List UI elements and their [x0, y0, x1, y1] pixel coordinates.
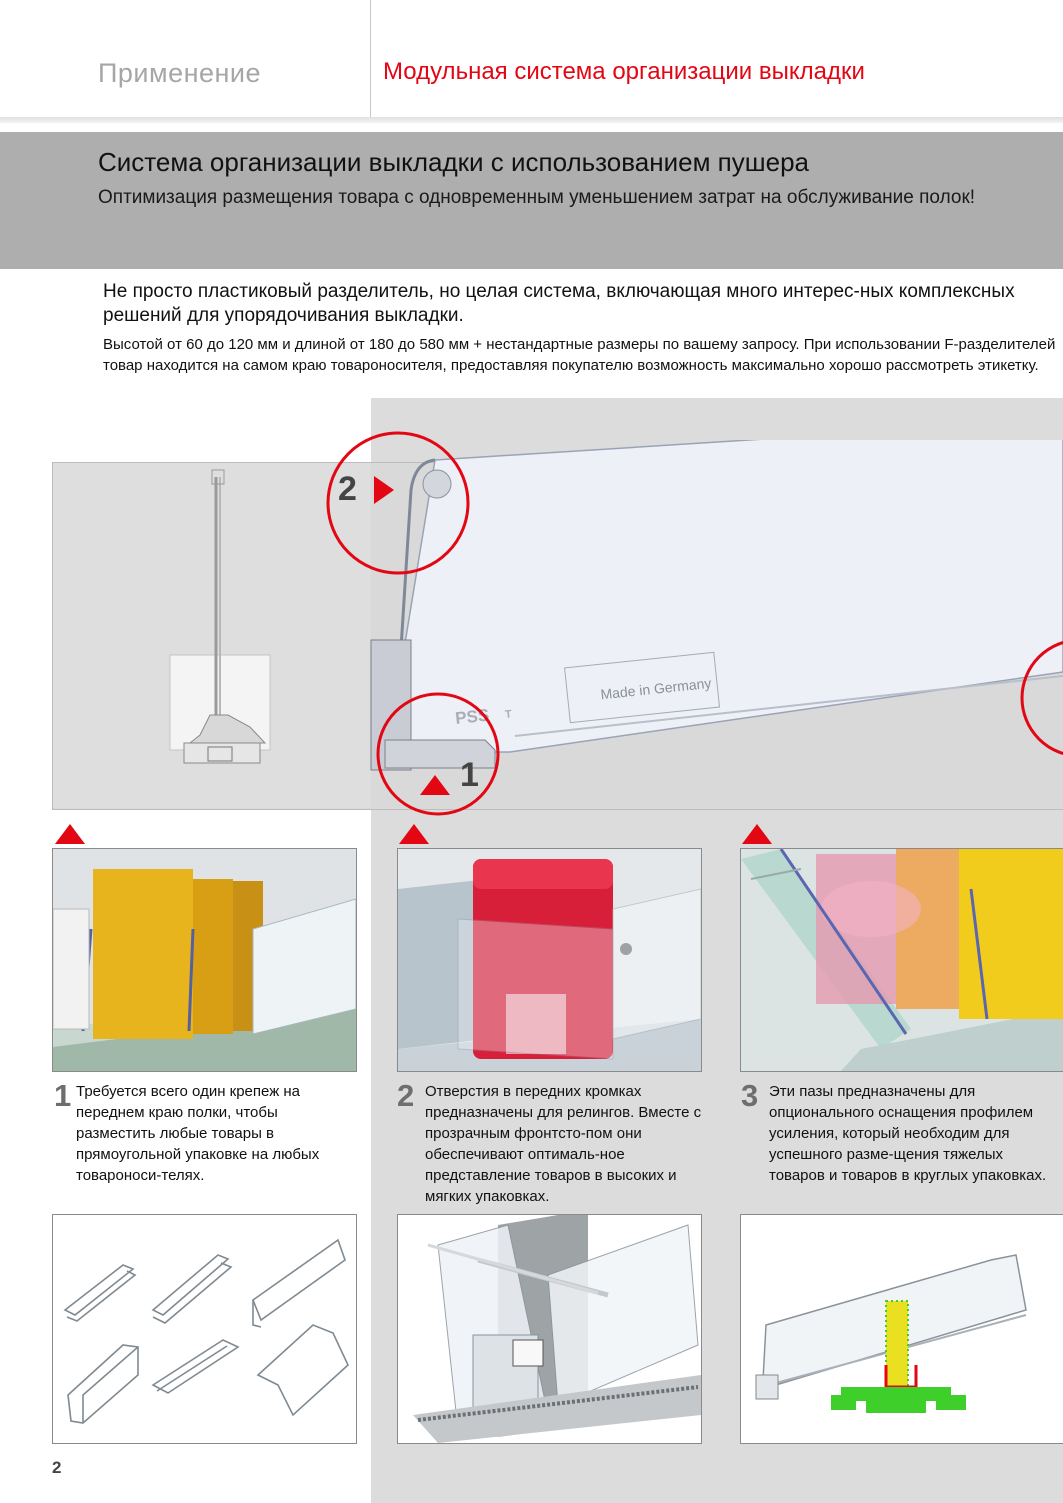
triangle-up-icon — [54, 823, 86, 845]
feature-number-3: 3 — [741, 1078, 759, 1113]
triangle-up-icon — [741, 823, 773, 845]
feature-text-2: Отверстия в передних кромках предназначены для релингов. Вместе с прозрачным фронтсто-пом они обеспечивают оптималь-ное представление товаров в высоких и мягких упаковках. — [425, 1083, 702, 1205]
callout-number-2: 2 — [338, 470, 357, 508]
intro-details: Высотой от 60 до 120 мм и длиной от 180 до 580 мм + нестандартные размеры по вашему запросу. При использовании F-разделителей товар находится на самом краю товароносителя, предоставляя покупателю возможность максимально хорошо рассмотреть этикетку. — [103, 336, 1056, 374]
callout-circle-3-partial — [1010, 638, 1063, 758]
feature-number-1: 1 — [54, 1078, 72, 1113]
product-mark-label: PSS — [454, 705, 491, 729]
banner-subtitle: Оптимизация размещения товара с одновременным уменьшением затрат на обслуживание полок! — [98, 187, 976, 208]
triangle-up-icon — [398, 823, 430, 845]
page-number: 2 — [52, 1458, 62, 1477]
feature-drawing-reinforcement — [740, 1214, 1063, 1444]
banner-title: Система организации выкладки с использованием пушера — [98, 147, 810, 177]
section-title: Применение — [98, 58, 262, 88]
feature-drawing-relings — [397, 1214, 702, 1444]
feature-text-3: Эти пазы предназначены для опционального оснащения профилем усиления, который необходим для успешного разме-щения тяжелых товаров и товаров в круглых упаковках. — [769, 1083, 1047, 1184]
made-in-germany-label: Made in Germany — [599, 674, 713, 703]
feature-photo-3 — [740, 848, 1063, 1072]
product-mark-suffix: T — [504, 708, 513, 721]
triangle-up-icon — [418, 773, 452, 797]
feature-text-1: Требуется всего один крепеж на переднем краю полки, чтобы разместить любые товары в прямоугольной упаковке на любых товароноси-телях. — [76, 1083, 320, 1184]
triangle-right-icon — [372, 474, 396, 506]
callout-number-1: 1 — [460, 756, 479, 794]
header-divider — [370, 0, 371, 118]
callout-circle-1 — [372, 688, 512, 818]
header-rule — [0, 117, 1063, 123]
feature-photo-2 — [397, 848, 702, 1072]
feature-drawing-profiles — [52, 1214, 357, 1444]
chapter-title: Модульная система организации выкладки — [383, 58, 865, 85]
feature-photo-1 — [52, 848, 357, 1072]
intro-lead: Не просто пластиковый разделитель, но целая система, включающая много интерес-ных комплексных решений для упорядочивания выкладки. — [103, 281, 1015, 326]
feature-number-2: 2 — [397, 1078, 415, 1113]
